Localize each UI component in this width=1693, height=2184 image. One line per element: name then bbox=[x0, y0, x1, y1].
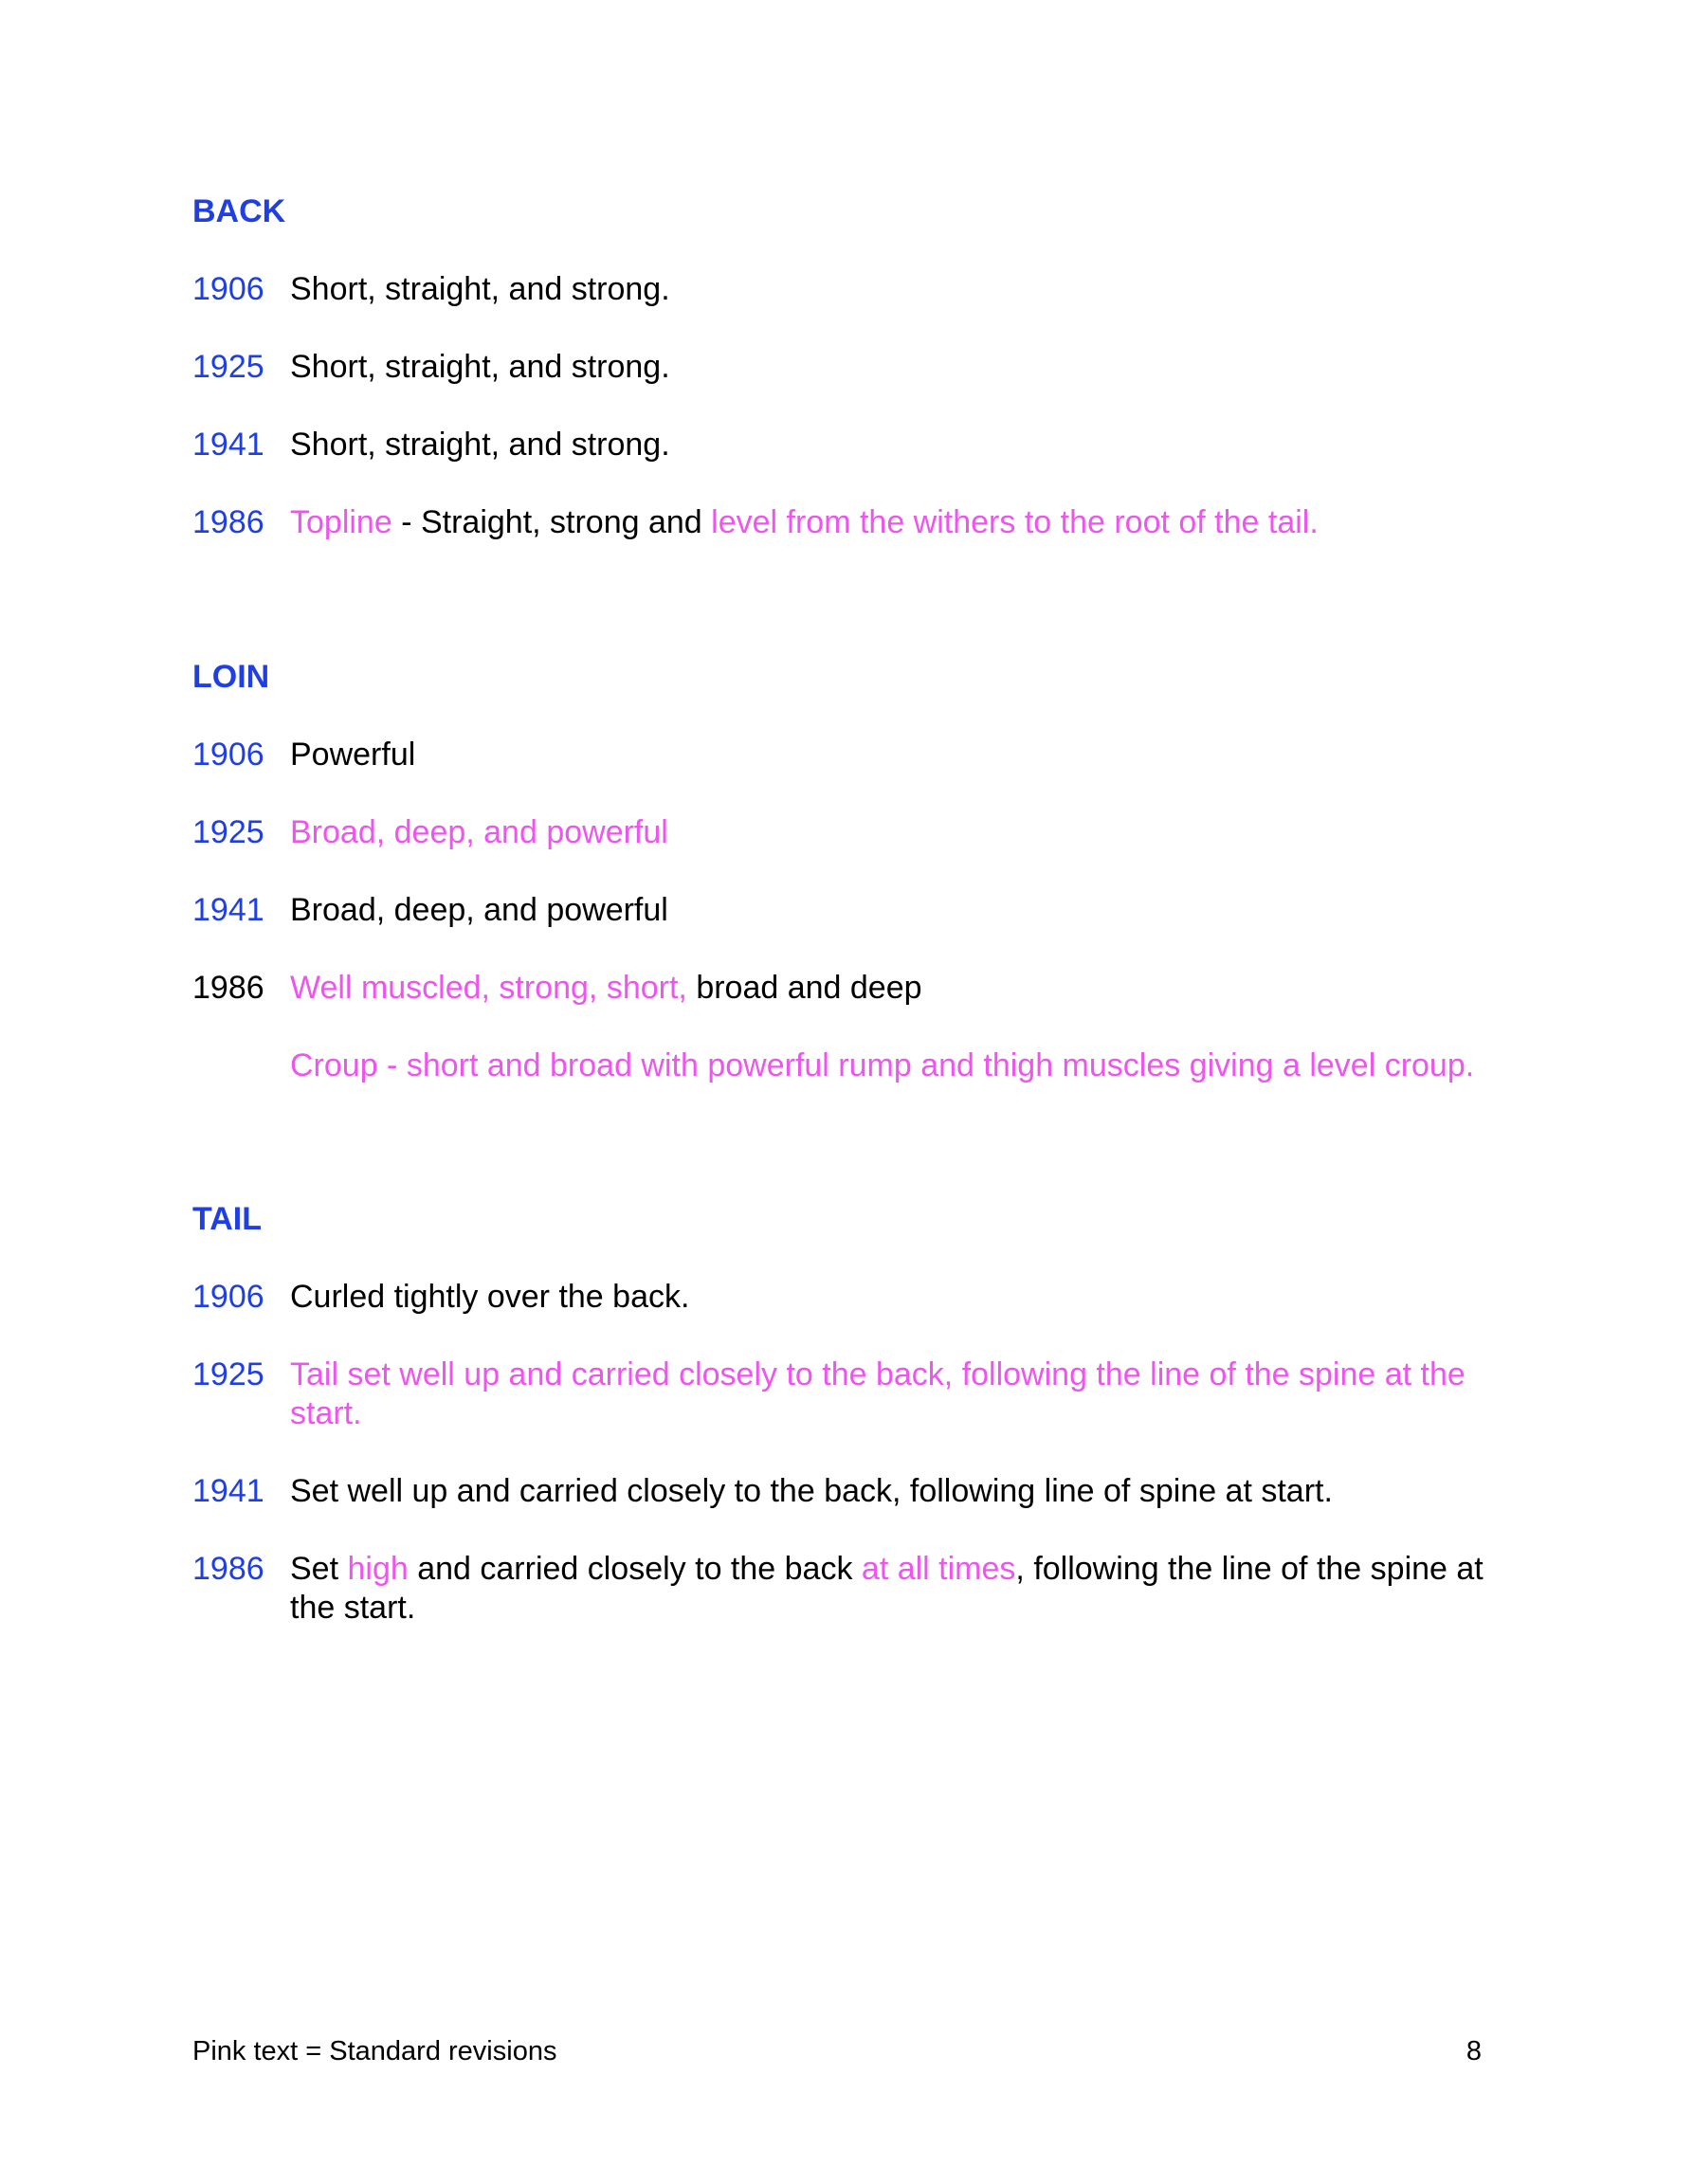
entry-year: 1925 bbox=[192, 349, 264, 385]
entry-row bbox=[192, 1550, 1501, 1628]
entry-row bbox=[192, 503, 1501, 542]
section-tail bbox=[192, 1200, 1501, 1666]
entry-text: Curled tightly over the back. bbox=[290, 1279, 690, 1315]
entry-year: 1925 bbox=[192, 1356, 264, 1392]
entry-row bbox=[192, 270, 1501, 309]
entry-row bbox=[192, 1278, 1501, 1317]
croup-note: Croup - short and broad with powerful rump and thigh muscles giving a level croup. bbox=[290, 1047, 1475, 1083]
section-heading: BACK bbox=[192, 193, 286, 229]
entry-row bbox=[192, 891, 1501, 930]
entry-year: 1925 bbox=[192, 814, 264, 850]
entry-year: 1941 bbox=[192, 1473, 264, 1509]
entry-year: 1986 bbox=[192, 970, 264, 1006]
entry-row bbox=[192, 1356, 1501, 1433]
entry-row bbox=[192, 969, 1501, 1008]
entry-year: 1941 bbox=[192, 427, 264, 463]
entry-text: Short, straight, and strong. bbox=[290, 349, 670, 385]
entry-year: 1906 bbox=[192, 1279, 264, 1315]
entry-text: Broad, deep, and powerful bbox=[290, 814, 668, 850]
page-footer bbox=[192, 2035, 1482, 2067]
entry-row bbox=[192, 348, 1501, 387]
page-number: 8 bbox=[1465, 2036, 1482, 2066]
footer-legend: Pink text = Standard revisions bbox=[192, 2036, 557, 2066]
entry-text: Powerful bbox=[290, 737, 416, 773]
entry-year: 1986 bbox=[192, 504, 264, 540]
entry-text: Broad, deep, and powerful bbox=[290, 892, 668, 928]
entry-text: Topline - Straight, strong and level from the withers to the root of the tail. bbox=[290, 504, 1319, 540]
entry-year: 1906 bbox=[192, 737, 264, 773]
entry-text: Set high and carried closely to the back at all times, following the line of the spine at the start. bbox=[290, 1551, 1484, 1626]
section-heading: TAIL bbox=[192, 1201, 263, 1237]
entry-year: 1986 bbox=[192, 1551, 264, 1587]
entry-text: Set well up and carried closely to the back, following line of spine at start. bbox=[290, 1473, 1333, 1509]
entry-row bbox=[192, 736, 1501, 774]
section-loin bbox=[192, 658, 1501, 1124]
section-back bbox=[192, 192, 1501, 581]
entry-row bbox=[192, 1472, 1501, 1511]
entry-row bbox=[192, 426, 1501, 464]
entry-row bbox=[192, 813, 1501, 852]
entry-text: Well muscled, strong, short, broad and deep bbox=[290, 970, 922, 1006]
entry-text: Short, straight, and strong. bbox=[290, 427, 670, 463]
entry-text: Short, straight, and strong. bbox=[290, 271, 670, 307]
section-heading: LOIN bbox=[192, 659, 270, 695]
entry-text: Tail set well up and carried closely to the back, following the line of the spine at the start. bbox=[290, 1356, 1465, 1431]
entry-year: 1906 bbox=[192, 271, 264, 307]
entry-year: 1941 bbox=[192, 892, 264, 928]
